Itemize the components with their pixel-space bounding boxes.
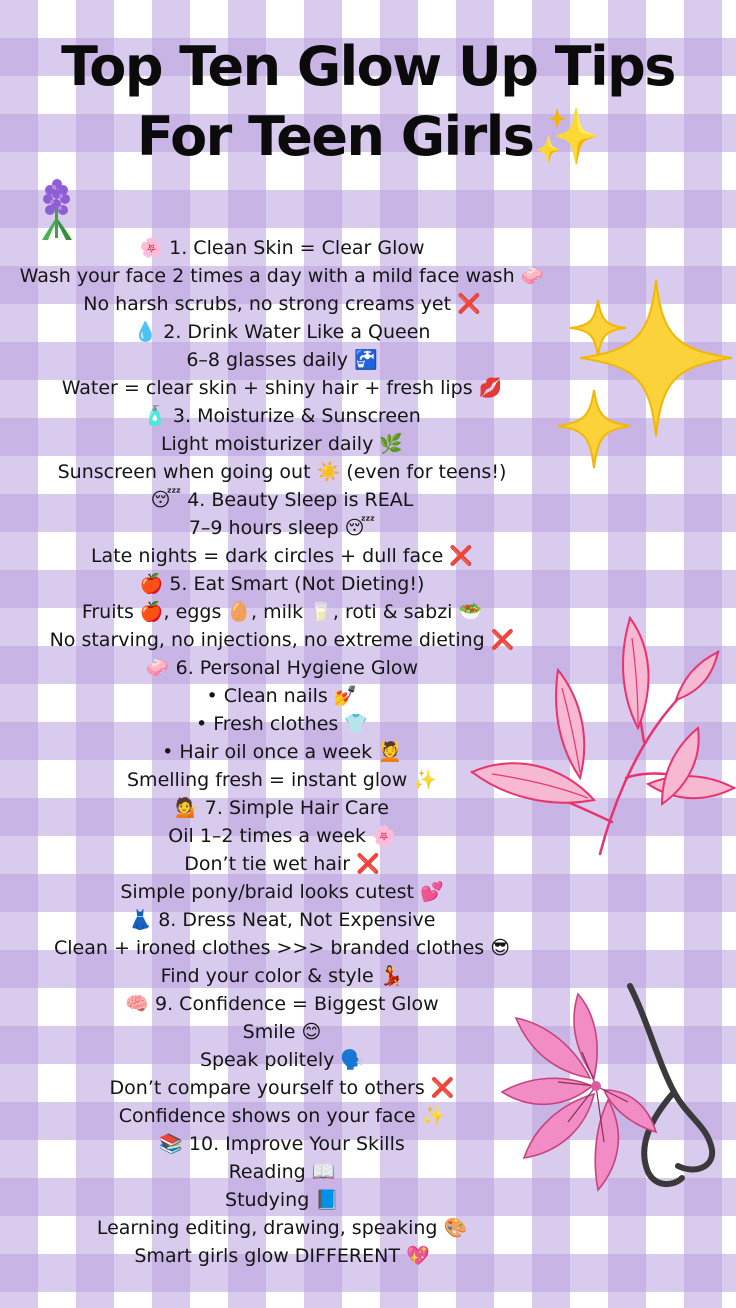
tip-line: No starving, no injections, no extreme dieting ❌ bbox=[49, 629, 515, 651]
tip-heading-personal-hygiene: 🧼 6. Personal Hygiene Glow bbox=[145, 657, 419, 679]
tip-line: Find your color & style 💃 bbox=[160, 965, 404, 987]
tip-heading-drink-water: 💧 2. Drink Water Like a Queen bbox=[133, 321, 431, 343]
tip-line: Sunscreen when going out ☀️ (even for teens!) bbox=[57, 461, 507, 483]
glow-up-tips-list bbox=[0, 234, 564, 1270]
tip-line: Reading 📖 bbox=[228, 1161, 336, 1183]
tip-line: Clean + ironed clothes >>> branded clothes 😎 bbox=[54, 937, 510, 959]
title-line-2: For Teen Girls✨ bbox=[136, 105, 600, 168]
tip-line: Smart girls glow DIFFERENT 💖 bbox=[134, 1245, 430, 1267]
tip-line: • Fresh clothes 👕 bbox=[196, 713, 368, 735]
tip-line: Speak politely 🗣️ bbox=[199, 1049, 365, 1071]
tip-line: Light moisturizer daily 🌿 bbox=[160, 433, 404, 455]
tip-heading-eat-smart: 🍎 5. Eat Smart (Not Dieting!) bbox=[139, 573, 425, 595]
title-line-1: Top Ten Glow Up Tips bbox=[61, 35, 675, 98]
sparkles-icon bbox=[556, 280, 736, 480]
tip-heading-beauty-sleep: 😴 4. Beauty Sleep is REAL bbox=[150, 489, 414, 511]
tip-line: Oil 1–2 times a week 🌸 bbox=[168, 825, 396, 847]
tip-line: Water = clear skin + shiny hair + fresh lips 💋 bbox=[61, 377, 503, 399]
tip-line: 6–8 glasses daily 🚰 bbox=[186, 349, 378, 371]
page-title bbox=[0, 32, 736, 172]
tip-heading-hair-care: 💁 7. Simple Hair Care bbox=[175, 797, 389, 819]
tip-line: • Hair oil once a week 💆 bbox=[162, 741, 402, 763]
tip-heading-improve-skills: 📚 10. Improve Your Skills bbox=[159, 1133, 405, 1155]
tip-line: Late nights = dark circles + dull face ❌ bbox=[90, 545, 474, 567]
tip-line: Don’t compare yourself to others ❌ bbox=[109, 1077, 455, 1099]
tip-heading-confidence: 🧠 9. Confidence = Biggest Glow bbox=[125, 993, 439, 1015]
tip-heading-clean-skin: 🌸 1. Clean Skin = Clear Glow bbox=[139, 237, 425, 259]
tip-line: Smile 😊 bbox=[242, 1021, 322, 1043]
tip-line: Fruits 🍎, eggs 🥚, milk 🥛, roti & sabzi 🥗 bbox=[81, 601, 483, 623]
tip-line: No harsh scrubs, no strong creams yet ❌ bbox=[83, 293, 481, 315]
tip-line: Studying 📘 bbox=[225, 1189, 339, 1211]
tip-line: Confidence shows on your face ✨ bbox=[118, 1105, 446, 1127]
tip-line: Simple pony/braid looks cutest 💕 bbox=[120, 881, 444, 903]
tip-line: 7–9 hours sleep 😴 bbox=[188, 517, 376, 539]
tip-line: Learning editing, drawing, speaking 🎨 bbox=[96, 1217, 468, 1239]
tip-line: Wash your face 2 times a day with a mild face wash 🧼 bbox=[19, 265, 545, 287]
tip-heading-dress-neat: 👗 8. Dress Neat, Not Expensive bbox=[128, 909, 436, 931]
tip-line: Don’t tie wet hair ❌ bbox=[184, 853, 380, 875]
tip-line: • Clean nails 💅 bbox=[206, 685, 358, 707]
tip-heading-moisturize: 🧴 3. Moisturize & Sunscreen bbox=[143, 405, 421, 427]
tip-line: Smelling fresh = instant glow ✨ bbox=[127, 769, 437, 791]
